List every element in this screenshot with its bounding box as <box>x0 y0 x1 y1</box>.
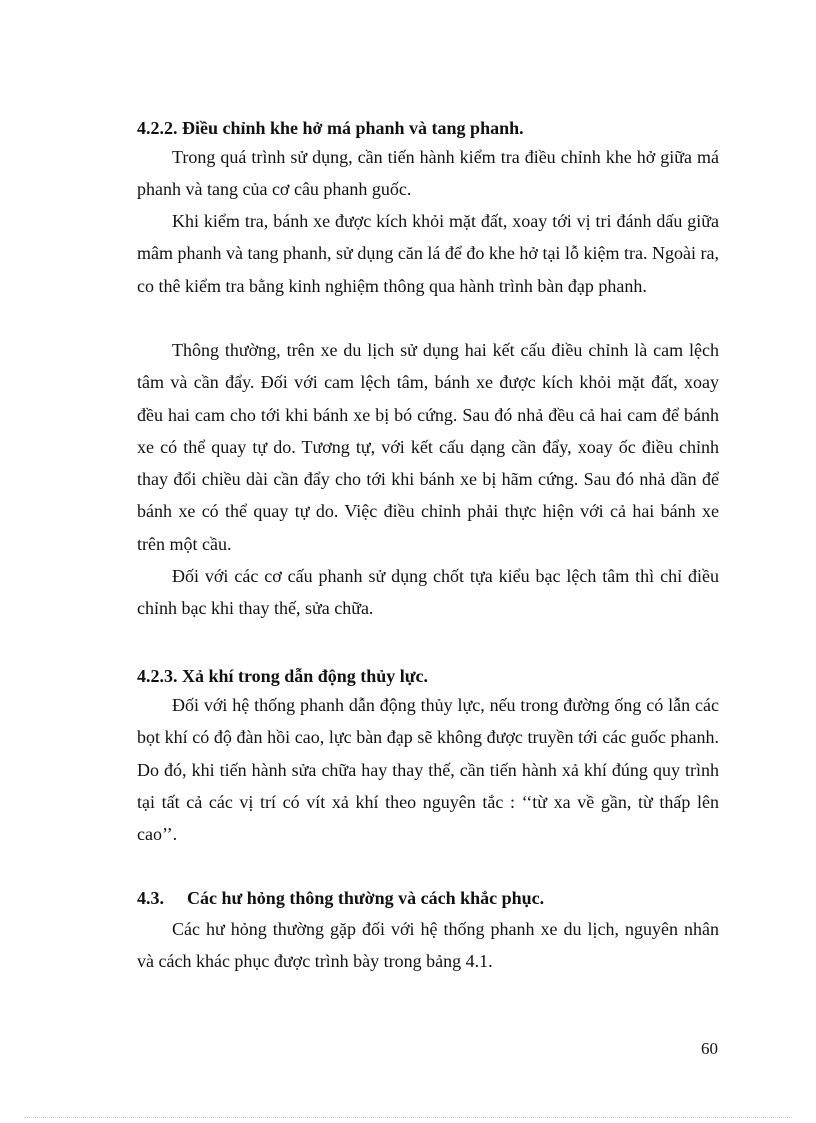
section-title: Các hư hỏng thông thường và cách khắc phục. <box>187 888 545 908</box>
paragraph: Thông thường, trên xe du lịch sử dụng hai kết cấu điều chỉnh là cam lệch tâm và cần đẩy. Đối với cam lệch tâm, bánh xe được kích khỏi mặt đất, xoay đều hai cam cho tới khi bánh xe bị bó cứng. Sau đó nhả đều cả hai cam để bánh xe có thể quay tự do. Tương tự, với kết cấu dạng cần đẩy, xoay ốc điều chỉnh thay đổi chiều dài cần đẩy cho tới khi bánh xe bị hãm cứng. Sau đó nhả dần để bánh xe có thể quay tự do. Việc điều chỉnh phải thực hiện với cả hai bánh xe trên một cầu. <box>137 340 719 554</box>
paragraph: Các hư hỏng thường gặp đối với hệ thống phanh xe du lịch, nguyên nhân và cách khác phục được trình bày trong bảng 4.1. <box>137 919 719 972</box>
section-heading-4-2-2: 4.2.2. Điều chỉnh khe hở má phanh và tang phanh. <box>137 118 524 138</box>
section-heading-4-2-3: 4.2.3. Xả khí trong dẫn động thủy lực. <box>137 666 429 686</box>
page-bottom-divider <box>24 1117 792 1118</box>
paragraph: Khi kiểm tra, bánh xe được kích khỏi mặt đất, xoay tới vị tri đánh dấu giữa mâm phanh và tang phanh, sử dụng căn lá để đo khe hở tại lỗ kiệm tra. Ngoài ra, co thê kiểm tra bằng kinh nghiệm thông qua hành trình bàn đạp phanh. <box>137 211 719 296</box>
paragraph: Đối với hệ thống phanh dẫn động thủy lực, nếu trong đường ống có lẫn các bọt khí có độ đàn hồi cao, lực bàn đạp sẽ không được truyền tới các guốc phanh. Do đó, khi tiến hành sửa chữa hay thay thế, cần tiến hành xả khí đúng quy trình tại tất cả các vị trí có vít xả khí theo nguyên tắc : ‘‘từ xa về gần, từ thấp lên cao’’. <box>137 695 719 845</box>
page-number: 60 <box>701 1039 718 1058</box>
section-heading-4-3 <box>137 886 544 910</box>
paragraph: Đối với các cơ cấu phanh sử dụng chốt tựa kiểu bạc lệch tâm thì chỉ điều chỉnh bạc khi thay thế, sửa chữa. <box>137 566 719 619</box>
section-number: 4.3. <box>137 888 164 908</box>
paragraph: Trong quá trình sử dụng, cần tiến hành kiểm tra điều chỉnh khe hở giữa má phanh và tang của cơ câu phanh guốc. <box>137 147 719 200</box>
